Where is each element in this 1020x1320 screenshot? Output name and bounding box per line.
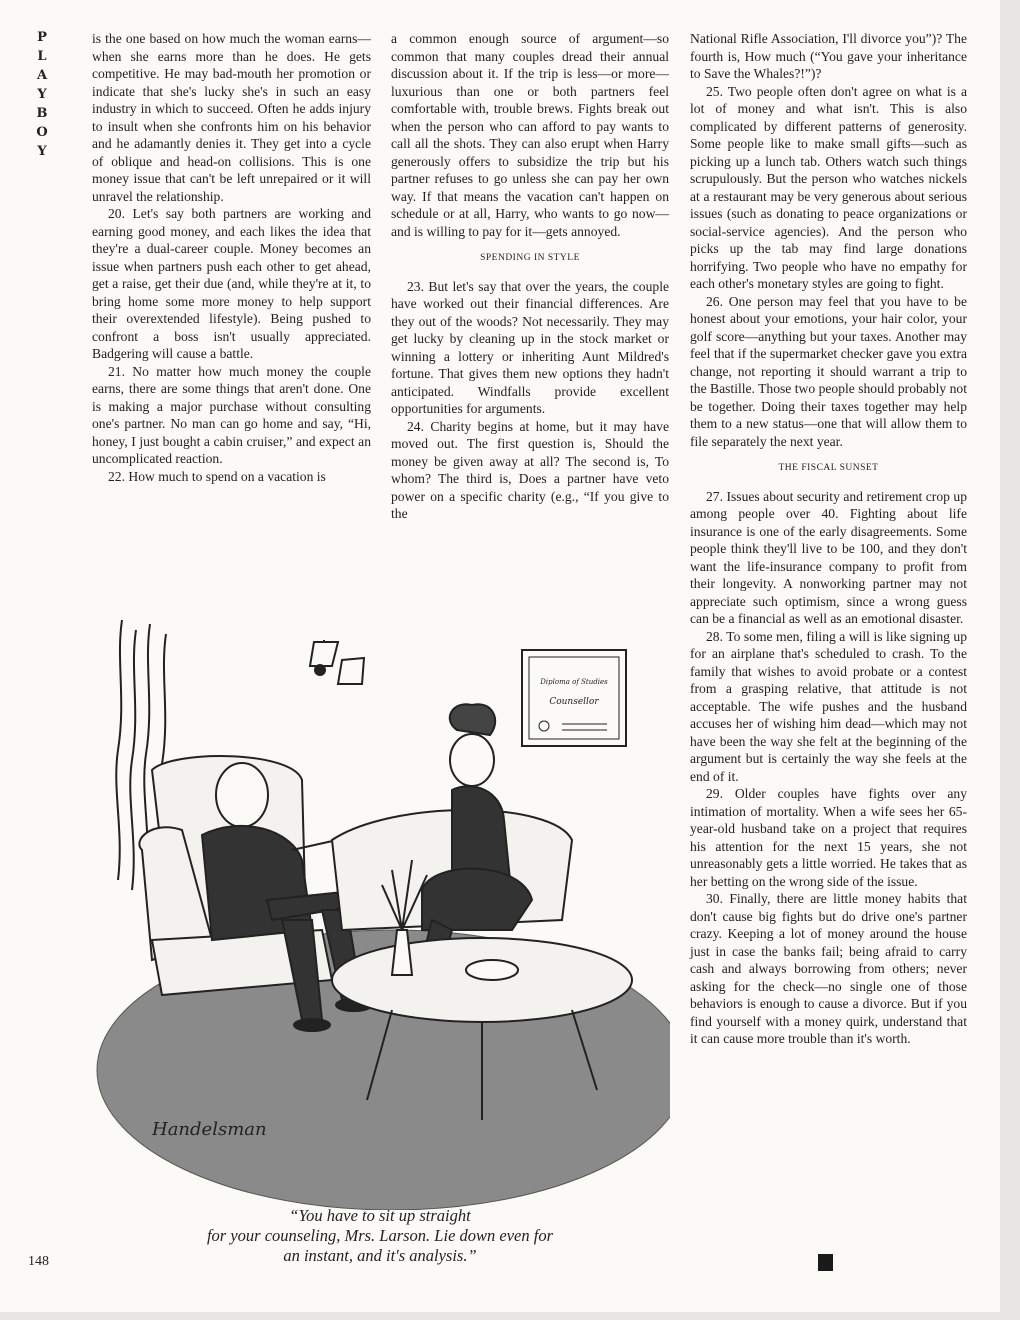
masthead-letter: O bbox=[36, 125, 48, 140]
masthead-letter: Y bbox=[37, 144, 47, 159]
paragraph: 20. Let's say both partners are working and earning good money, and each likes the idea that they're a dual-career couple. Money becomes an issue when partners push each other to get ahead, get a raise, get their due (and, while they're at it, to bring home some more money to help support their overextended lifestyle). Being pushed to confront a boss isn't usually appreciated. Badgering will cause a battle. bbox=[92, 206, 371, 361]
cartoonist-signature: Handelsman bbox=[152, 1119, 267, 1140]
bunny-logo-icon bbox=[818, 1254, 833, 1271]
paragraph: 25. Two people often don't agree on what is a lot of money and what isn't. This is also complicated by different patterns of generosity. Some people like to make small gifts—such as picking up a lunch tab. Others watch such things scrupulously. But the person who watches nickels at a restaurant may be very generous about serious issues (such as donating to peace organizations or social-service agencies). And the person who picks up the tab may find large donations horrifying. Two people who have no empathy for each other's monetary styles are going to fight. bbox=[690, 83, 967, 291]
masthead-letter: A bbox=[36, 68, 48, 83]
diploma-line-2: Counsellor bbox=[549, 697, 599, 707]
text-column-2 bbox=[391, 30, 669, 523]
paragraph: a common enough source of argument—so common that many couples dread their annual discussion about it. If the trip is less—or more—luxurious than one or both partners feel comfortable with, trouble brews. Fights break out when the person who can afford to pay wants to call all the shots. They can also erupt when Harry generously offers to subsidize the trip but his partner refuses to go unless she can pay her own way. If that means the vacation can't happen on schedule or at all, Harry, who wants to go now—and is willing to pay for it—gets annoyed. bbox=[391, 31, 669, 239]
subhead-spending-in-style: SPENDING IN STYLE bbox=[480, 253, 580, 263]
caption-line-3: an instant, and it's analysis.” bbox=[283, 1246, 477, 1265]
paragraph: 23. But let's say that over the years, the couple have worked out their financial differences. Are they out of the woods? Not necessarily. They may get lucky by cleaning up in the stock market or winning a lottery or inheriting Aunt Mildred's fortune. That gives them new options they hadn't anticipated. Windfalls provide excellent opportunities for arguments. bbox=[391, 278, 669, 416]
paragraph: 28. To some men, filing a will is like signing up for an airplane that's scheduled to crash. To the family that wishes to avoid probate or a contest from a grasping relative, that attitude is not acceptable. The wife pushes and the husband accuses her of wishing him dead—which may not have been the way she felt at the beginning of the argument but is certainly the way she feels at the end of it. bbox=[690, 628, 967, 784]
page-number: 148 bbox=[28, 1254, 49, 1269]
subhead-fiscal-sunset: THE FISCAL SUNSET bbox=[778, 463, 879, 473]
paragraph: National Rifle Association, I'll divorce you”)? The fourth is, How much (“You gave your inheritance to Save the Whales?!”)? bbox=[690, 31, 967, 81]
caption-line-1: “You have to sit up straight bbox=[289, 1206, 471, 1225]
diploma-line-1: Diploma of Studies bbox=[540, 678, 608, 686]
masthead-letter: Y bbox=[37, 87, 47, 102]
paragraph: 30. Finally, there are little money habits that don't cause big fights but do drive one's partner crazy. Keeping a lot of money around the house just in case the banks fail; being afraid to carry cash and always borrowing from others; never asking for the check—no single one of those behaviors is enough to cause a divorce. But if you find yourself with a money quirk, understand that it can cause more trouble than it's worth. bbox=[690, 891, 967, 1046]
masthead-vertical bbox=[33, 28, 51, 161]
text-column-3 bbox=[690, 30, 967, 1048]
cartoon-illustration bbox=[92, 600, 670, 1210]
masthead-letter: P bbox=[37, 30, 47, 45]
caption-line-2: for your counseling, Mrs. Larson. Lie down even for bbox=[206, 1226, 554, 1245]
paragraph: 29. Older couples have fights over any intimation of mortality. When a wife sees her 65-year-old husband take on a project that requires his attention for the next 15 years, she not unreasonably gets a little worried. He takes that as her betting on the wrong side of the issue. bbox=[690, 786, 967, 889]
paragraph: 27. Issues about security and retirement crop up among people over 40. Fighting about life insurance is one of the early disagreements. Some people think they'll live to be 100, and they don't want the life-insurance company to profit from their longevity. A nonworking partner may not appreciate such optimism, since a wrong guess can be a financial as well as an emotional disaster. bbox=[690, 488, 967, 626]
paragraph: is the one based on how much the woman earns—when she earns more than he does. He gets competitive. He may bad-mouth her promotion or indicate that she's lucky she's in such an easy industry in which to succeed. Often he adds injury to insult when she confronts him on his behavior and he adamantly denies it. They get into a cycle of oblique and head-on collisions. This is one money issue that can't be left unrepaired or it will unravel the relationship. bbox=[92, 31, 371, 204]
masthead-letter: L bbox=[37, 49, 47, 64]
masthead-letter: B bbox=[36, 106, 48, 121]
paragraph: 21. No matter how much money the couple earns, there are some things that aren't done. One is making a major purchase without consulting one's partner. No man can go home and say, “Hi, honey, I just bought a cabin cruiser,” and expect an uncomplicated reaction. bbox=[92, 363, 371, 466]
text-column-1 bbox=[92, 30, 371, 485]
paragraph: 24. Charity begins at home, but it may have moved out. The first question is, Should the money be given away at all? The second is, To whom? The third is, Does a partner have veto power on a specific charity (e.g., “If you give to the bbox=[391, 418, 669, 521]
paragraph: 22. How much to spend on a vacation is bbox=[108, 468, 326, 484]
paragraph: 26. One person may feel that you have to be honest about your emotions, your hair color, your golf score—anything but your taxes. Another may feel that if the supermarket checker gave you extra change, not reporting it should warrant a trip to the Bastille. Those two people should probably not be together. Doing their taxes together may help them to a new status—one that will allow them to file separately the next year. bbox=[690, 293, 967, 449]
cartoon-caption bbox=[120, 1206, 640, 1266]
